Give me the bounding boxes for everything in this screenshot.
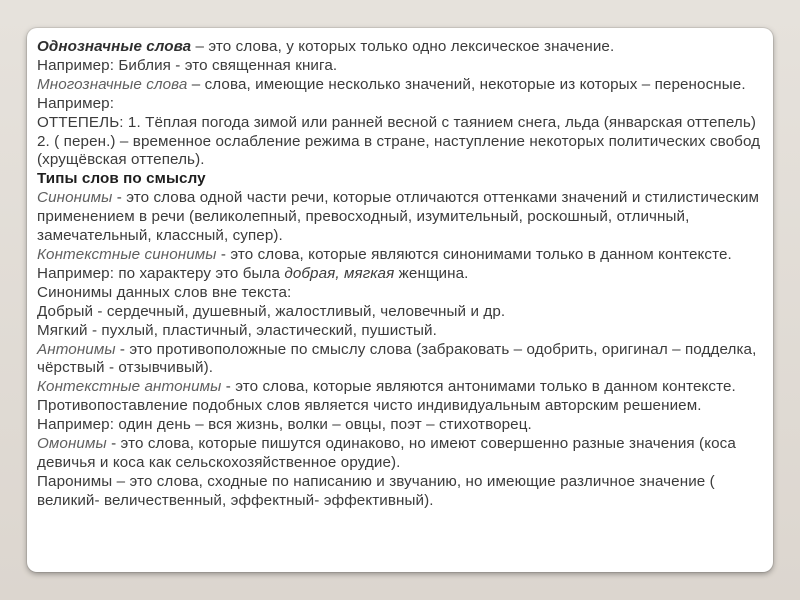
polysemy-definition [37, 76, 761, 95]
term-polysemy: Многозначные слова [37, 75, 188, 93]
definition-text: - это противоположные по смыслу слова (забраковать – одобрить, оригинал – подделка, чёрствый - отзывчивый). [37, 340, 757, 377]
slide-content [37, 38, 761, 511]
synonyms-out-of-text: Синонимы данных слов вне текста: [37, 283, 292, 301]
example-line [37, 265, 761, 284]
definition-text: - это слова, которые являются антонимами только в данном контексте. Противопоставление подобных слов является чисто индивидуальным авторским решением. [37, 378, 736, 415]
definition-text: – это слова, у которых только одно лексическое значение. [191, 38, 615, 55]
term-antonyms: Антонимы [37, 340, 116, 358]
example-label: Например: [37, 94, 115, 112]
definition-text: - это слова, которые пишутся одинаково, но имеют совершенно разные значения (коса девичья и коса как сельскохозяйственное орудие). [37, 435, 736, 471]
paronyms-definition: Паронимы – это слова, сходные по написанию и звучанию, но имеющие различное значение ( великий- величественный, эффектный- эффективный). [37, 472, 715, 509]
synonyms-kind: Добрый - сердечный, душевный, жалостливый, человечный и др. [37, 302, 506, 320]
term-synonyms: Синонимы [37, 189, 113, 207]
synonyms-soft: Мягкий - пухлый, пластичный, эластический, пушистый. [37, 321, 437, 339]
section-heading: Типы слов по смыслу [37, 170, 206, 188]
text-slide [27, 28, 773, 572]
term-homonyms: Омонимы [37, 435, 107, 453]
definition-text: - это слова, которые являются синонимами только в данном контексте. [216, 245, 732, 263]
context-synonyms-definition [37, 246, 761, 265]
definition-text: - это слова одной части речи, которые отличаются оттенками значений и стилистическим применением в речи (великолепный, превосходный, изумительный, роскошный, отличный, замечательный, классный, супер). [37, 189, 760, 245]
term-context-antonyms: Контекстные антонимы [37, 378, 222, 396]
homonyms-definition [37, 435, 761, 473]
single-meaning-definition [37, 38, 761, 57]
example-text: женщина. [394, 264, 469, 282]
synonyms-definition [37, 189, 761, 246]
example-text: Например: по характеру это была [37, 264, 285, 282]
context-antonyms-definition [37, 378, 761, 416]
term-context-synonyms: Контекстные синонимы [37, 245, 217, 263]
antonyms-definition [37, 341, 761, 379]
term-single-meaning: Однозначные слова [37, 38, 192, 55]
example-italic: добрая, мягкая [284, 264, 395, 282]
example-line: Например: один день – вся жизнь, волки – овцы, поэт – стихотворец. [37, 416, 532, 434]
example-thaw: ОТТЕПЕЛЬ: 1. Тёплая погода зимой или ранней весной с таянием снега, льда (январская оттепель) 2. ( перен.) – временное ослабление режима в стране, наступление некоторых политических свобод (хрущёвская оттепель). [37, 113, 761, 169]
example-line: Например: Библия - это священная книга. [37, 56, 338, 74]
definition-text: – слова, имеющие несколько значений, некоторые из которых – переносные. [187, 75, 746, 93]
